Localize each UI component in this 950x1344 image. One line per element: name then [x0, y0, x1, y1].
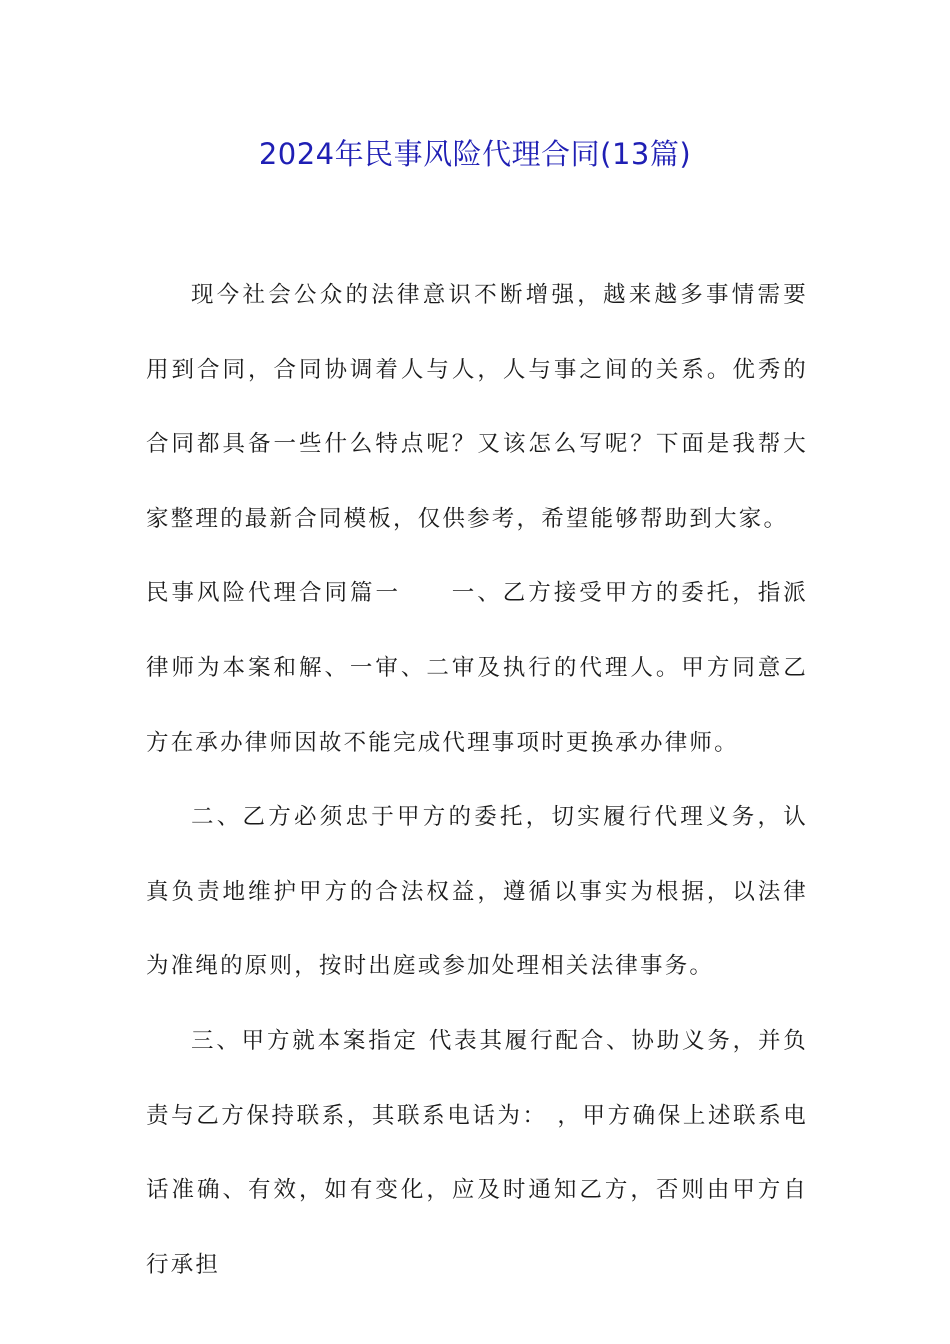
document-body: [146, 258, 808, 1302]
clause-2: 二、乙方必须忠于甲方的委托，切实履行代理义务，认真负责地维护甲方的合法权益，遵循以事实为根据，以法律为准绳的原则，按时出庭或参加处理相关法律事务。: [146, 804, 808, 980]
clause-3: 三、甲方就本案指定 代表其履行配合、协助义务，并负责与乙方保持联系，其联系电话为： ，甲方确保上述联系电话准确、有效，如有变化，应及时通知乙方，否则由甲方自行承担: [146, 1027, 808, 1278]
intro-paragraph: 现今社会公众的法律意识不断增强，越来越多事情需要用到合同，合同协调着人与人，人与事之间的关系。优秀的合同都具备一些什么特点呢？又该怎么写呢？下面是我帮大家整理的最新合同模板，仅供参考，希望能够帮助到大家。: [146, 282, 808, 532]
document-title: 2024年民事风险代理合同(13篇): [258, 137, 692, 171]
clause-1: 一、乙方接受甲方的委托，指派律师为本案和解、一审、二审及执行的代理人。甲方同意乙方在承办律师因故不能完成代理事项时更换承办律师。: [146, 580, 808, 756]
section-paragraph: [146, 556, 808, 780]
section-heading: 民事风险代理合同篇一: [146, 580, 401, 607]
